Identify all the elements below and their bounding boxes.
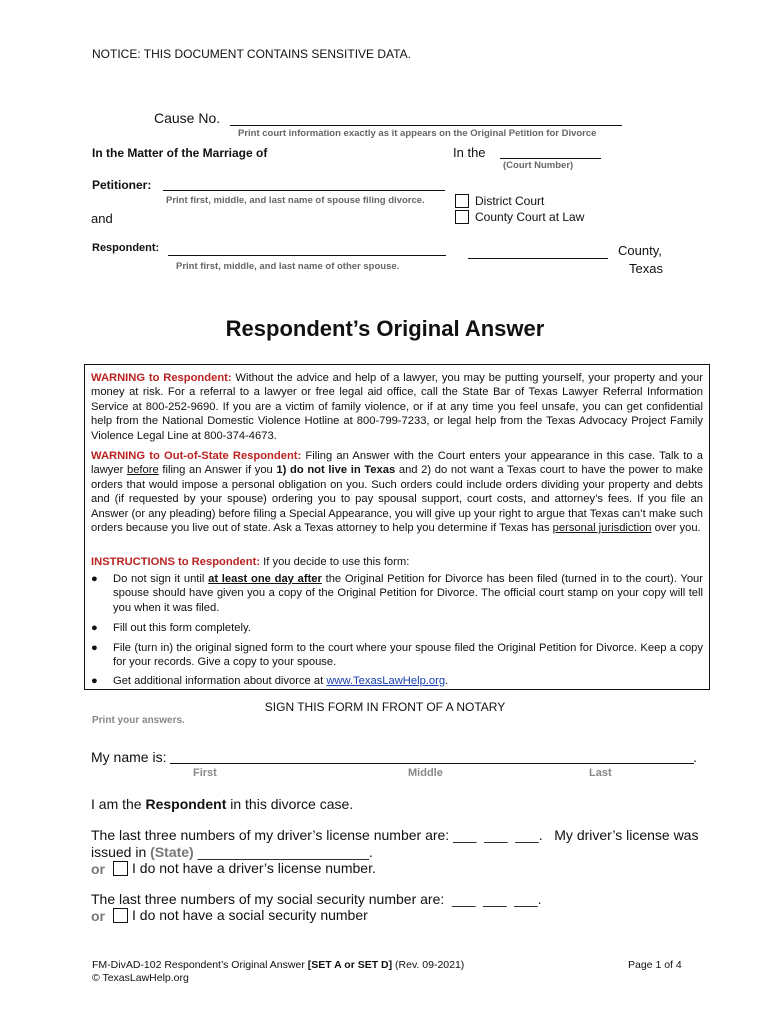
bullet-1-a: Do not sign it until xyxy=(113,573,209,585)
respondent-hint: Print first, middle, and last name of other spouse. xyxy=(176,261,400,272)
form-id-a: FM-DivAD-102 Respondent’s Original Answer xyxy=(92,959,308,971)
bullet-3-text: File (turn in) the original signed form to the court where your spouse filed the Original Petition for Divorce. Keep a copy for your records. Give a copy to your spouse. xyxy=(113,642,703,669)
district-court-label: District Court xyxy=(475,194,545,208)
bullet-4-a: Get additional information about divorce at xyxy=(113,675,327,687)
warning-text-d: over you. xyxy=(651,522,701,535)
first-name-hint: First xyxy=(193,767,217,779)
warning-out-of-state-label: WARNING to Out-of-State Respondent: xyxy=(91,450,302,462)
bullet-4-b: . xyxy=(445,675,449,687)
personal-jurisdiction-term: personal jurisdiction xyxy=(552,522,652,535)
bullet-icon: ● xyxy=(91,573,98,585)
no-license-label: I do not have a driver’s license number. xyxy=(132,860,376,876)
no-ssn-label: I do not have a social security number xyxy=(132,907,368,923)
no-license-checkbox[interactable] xyxy=(113,861,128,876)
matter-label: In the Matter of the Marriage of xyxy=(92,146,268,160)
ssn-or-label: or xyxy=(91,908,105,924)
copyright: © TexasLawHelp.org xyxy=(92,972,189,984)
license-state-line xyxy=(91,844,373,860)
not-live-texas-emphasis: 1) do not live in Texas xyxy=(276,464,396,477)
middle-name-hint: Middle xyxy=(408,767,443,779)
respondent-name-field[interactable] xyxy=(168,255,446,256)
license-or-label: or xyxy=(91,861,105,877)
county-field[interactable] xyxy=(468,258,608,259)
respondent-statement xyxy=(91,796,353,812)
texaslawhelp-link[interactable]: www.TexasLawHelp.org xyxy=(326,675,446,687)
warning-box xyxy=(84,364,710,690)
no-ssn-checkbox[interactable] xyxy=(113,908,128,923)
before-emphasis: before xyxy=(126,464,159,477)
instructions-text: If you decide to use this form: xyxy=(260,556,410,568)
issued-in-label: issued in xyxy=(91,844,151,860)
respondent-label: Respondent: xyxy=(92,242,160,254)
print-answers-hint: Print your answers. xyxy=(92,715,185,726)
drivers-license-line: The last three numbers of my driver’s license number are: ___ ___ ___. My driver’s license was xyxy=(91,827,699,843)
petitioner-hint: Print first, middle, and last name of spouse filing divorce. xyxy=(166,195,425,206)
bullet-icon: ● xyxy=(91,675,98,687)
bullet-icon: ● xyxy=(91,642,98,654)
respondent-statement-a: I am the xyxy=(91,796,146,812)
warning-respondent-label: WARNING to Respondent: xyxy=(91,372,232,384)
form-set: [SET A or SET D] xyxy=(307,959,393,971)
warning-respondent-paragraph xyxy=(91,371,703,443)
warning-out-of-state-paragraph xyxy=(91,449,703,535)
name-label: My name is: xyxy=(91,749,167,765)
bullet-icon: ● xyxy=(91,622,98,634)
bullet-2-text: Fill out this form completely. xyxy=(113,622,251,634)
cause-number-hint: Print court information exactly as it appears on the Original Petition for Divorce xyxy=(238,128,597,139)
respondent-statement-c: in this divorce case. xyxy=(226,796,354,812)
at-least-one-day-emphasis: at least one day after xyxy=(208,573,322,585)
court-number-field[interactable] xyxy=(500,158,601,159)
name-period: . xyxy=(693,749,697,765)
instructions-label: INSTRUCTIONS to Respondent: xyxy=(91,556,261,568)
county-court-label: County Court at Law xyxy=(475,210,585,224)
page-number: Page 1 of 4 xyxy=(628,959,682,971)
form-id xyxy=(92,959,464,971)
texas-label: Texas xyxy=(629,261,663,276)
cause-number-label: Cause No. xyxy=(154,110,221,126)
bullet-1-text xyxy=(113,572,703,615)
state-field[interactable]: ______________________. xyxy=(193,844,373,860)
bullet-1-b: the Original Petition for Divorce has been filed (turned in to the court). Your spouse should have given you a copy of the Original Petition for Divorce. The official court stamp on your copy will tell you when it was filed. xyxy=(113,573,703,614)
county-court-checkbox[interactable] xyxy=(455,210,469,224)
in-the-label: In the xyxy=(453,145,486,160)
bullet-4-text xyxy=(113,674,703,688)
ssn-line: The last three numbers of my social security number are: ___ ___ ___. xyxy=(91,891,542,907)
petitioner-label: Petitioner: xyxy=(92,178,152,192)
last-name-hint: Last xyxy=(589,767,612,779)
form-rev: (Rev. 09-2021) xyxy=(392,959,465,971)
court-number-hint: (Court Number) xyxy=(503,160,574,171)
warning-text-a: Filing an Answer with the Court enters your appearance in this case. Talk to a lawyer xyxy=(91,450,703,477)
warning-respondent-text: Without the advice and help of a lawyer, you may be putting yourself, your property and your money at risk. For a referral to a lawyer or free legal aid office, call the State Bar of Texas Lawyer Referral Information Service at 800-252-9690. If you are a victim of family violence, or if at any time you feel unsafe, you can get confidential help from the National Domestic Violence Hotline at 800-799-7233, or legal help from the Texas Advocacy Project Family Violence Legal Line at 800-374-4673. xyxy=(91,372,703,442)
and-label: and xyxy=(91,211,113,226)
county-label: County, xyxy=(618,243,662,258)
cause-number-field[interactable] xyxy=(230,125,622,126)
notary-instruction: SIGN THIS FORM IN FRONT OF A NOTARY xyxy=(264,700,506,714)
full-name-field[interactable] xyxy=(170,763,694,764)
petitioner-name-field[interactable] xyxy=(163,190,445,191)
warning-text-c: and 2) do not want a Texas court to have the power to make orders that would impose a personal obligation on you. Such orders could include orders dividing your property and debts and (if requested by your spouse) ordering you to pay spousal support, court costs, and attorney’s fees. If you file an Answer (or any pleading) before filing a Special Appearance, you will give up your right to argue that Texas can’t make such orders because you live out of state. Ask a Texas attorney to help you determine if Texas has xyxy=(91,464,704,535)
respondent-role: Respondent xyxy=(145,796,227,812)
instructions-paragraph xyxy=(91,555,703,569)
district-court-checkbox[interactable] xyxy=(455,194,469,208)
warning-text-b: filing an Answer if you xyxy=(158,464,277,477)
sensitive-data-notice: NOTICE: THIS DOCUMENT CONTAINS SENSITIVE DATA. xyxy=(92,47,411,61)
document-title: Respondent’s Original Answer xyxy=(225,316,545,341)
state-hint: (State) xyxy=(150,844,194,860)
